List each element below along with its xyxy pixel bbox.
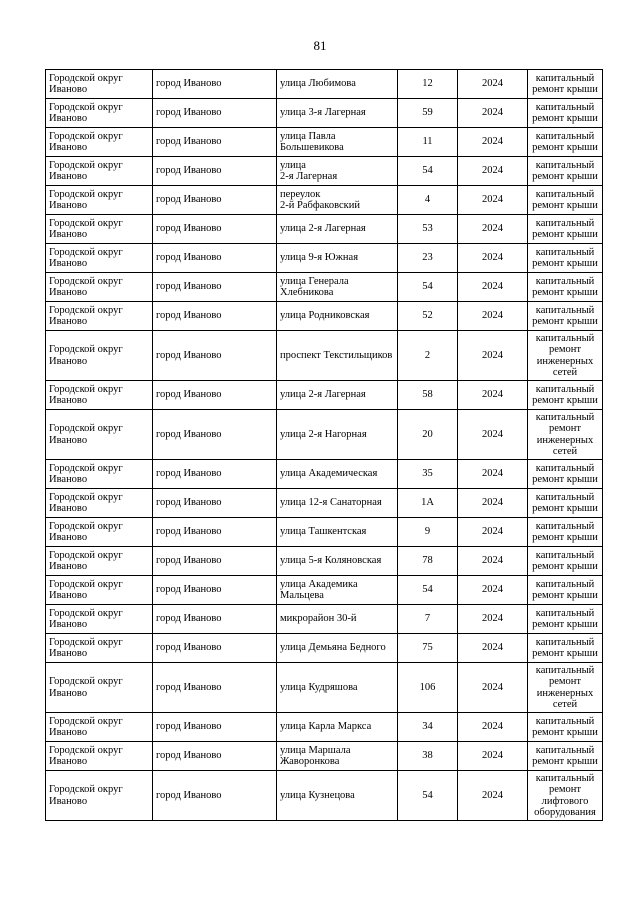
house-number-cell: 12 [398, 70, 458, 99]
work-type-cell: капитальный ремонт крыши [528, 381, 603, 410]
table-row [46, 663, 603, 713]
page-number: 81 [313, 38, 327, 53]
street-cell: улица 12-я Санаторная [277, 489, 398, 518]
settlement-cell: город Иваново [153, 634, 277, 663]
table-row [46, 157, 603, 186]
table-row [46, 605, 603, 634]
table-row [46, 215, 603, 244]
house-number-cell: 11 [398, 128, 458, 157]
settlement-cell: город Иваново [153, 99, 277, 128]
street-cell: переулок 2-й Рабфаковский [277, 186, 398, 215]
street-cell: улица Генерала Хлебникова [277, 273, 398, 302]
work-type-cell: капитальный ремонт крыши [528, 547, 603, 576]
table-row [46, 547, 603, 576]
municipal-district-cell: Городской округ Иваново [46, 99, 153, 128]
settlement-cell: город Иваново [153, 605, 277, 634]
work-type-cell: капитальный ремонт крыши [528, 460, 603, 489]
municipal-district-cell: Городской округ Иваново [46, 742, 153, 771]
house-number-cell: 58 [398, 381, 458, 410]
street-cell: улица Любимова [277, 70, 398, 99]
settlement-cell: город Иваново [153, 663, 277, 713]
work-type-cell: капитальный ремонт лифтового оборудования [528, 771, 603, 821]
table-row [46, 302, 603, 331]
settlement-cell: город Иваново [153, 489, 277, 518]
house-number-cell: 20 [398, 410, 458, 460]
municipal-district-cell: Городской округ Иваново [46, 157, 153, 186]
house-number-cell: 38 [398, 742, 458, 771]
planned-year-cell: 2024 [458, 634, 528, 663]
work-type-cell: капитальный ремонт крыши [528, 157, 603, 186]
work-type-cell: капитальный ремонт крыши [528, 215, 603, 244]
table-row [46, 489, 603, 518]
table-row [46, 186, 603, 215]
municipal-district-cell: Городской округ Иваново [46, 70, 153, 99]
municipal-district-cell: Городской округ Иваново [46, 302, 153, 331]
table-row [46, 460, 603, 489]
municipal-district-cell: Городской округ Иваново [46, 128, 153, 157]
street-cell: улица 5-я Коляновская [277, 547, 398, 576]
house-number-cell: 7 [398, 605, 458, 634]
house-number-cell: 2 [398, 331, 458, 381]
work-type-cell: капитальный ремонт крыши [528, 742, 603, 771]
planned-year-cell: 2024 [458, 663, 528, 713]
planned-year-cell: 2024 [458, 410, 528, 460]
street-cell: улица 2-я Лагерная [277, 381, 398, 410]
house-number-cell: 78 [398, 547, 458, 576]
street-cell: улица Родниковская [277, 302, 398, 331]
settlement-cell: город Иваново [153, 302, 277, 331]
planned-year-cell: 2024 [458, 215, 528, 244]
table-row [46, 128, 603, 157]
settlement-cell: город Иваново [153, 742, 277, 771]
street-cell: улица Карла Маркса [277, 713, 398, 742]
municipal-district-cell: Городской округ Иваново [46, 663, 153, 713]
municipal-district-cell: Городской округ Иваново [46, 244, 153, 273]
street-cell: улица 2-я Нагорная [277, 410, 398, 460]
street-cell: улица Демьяна Бедного [277, 634, 398, 663]
planned-year-cell: 2024 [458, 547, 528, 576]
settlement-cell: город Иваново [153, 128, 277, 157]
municipal-district-cell: Городской округ Иваново [46, 273, 153, 302]
work-type-cell: капитальный ремонт крыши [528, 634, 603, 663]
table-row [46, 713, 603, 742]
work-type-cell: капитальный ремонт крыши [528, 713, 603, 742]
table-row [46, 381, 603, 410]
street-cell: улица 2-я Лагерная [277, 157, 398, 186]
work-type-cell: капитальный ремонт инженерных сетей [528, 331, 603, 381]
street-cell: улица Кузнецова [277, 771, 398, 821]
table-row [46, 771, 603, 821]
house-number-cell: 106 [398, 663, 458, 713]
house-number-cell: 52 [398, 302, 458, 331]
work-type-cell: капитальный ремонт крыши [528, 576, 603, 605]
street-cell: улица Маршала Жаворонкова [277, 742, 398, 771]
planned-year-cell: 2024 [458, 576, 528, 605]
work-type-cell: капитальный ремонт крыши [528, 273, 603, 302]
work-type-cell: капитальный ремонт крыши [528, 518, 603, 547]
work-type-cell: капитальный ремонт крыши [528, 99, 603, 128]
planned-year-cell: 2024 [458, 713, 528, 742]
planned-year-cell: 2024 [458, 186, 528, 215]
table-row [46, 70, 603, 99]
settlement-cell: город Иваново [153, 460, 277, 489]
planned-year-cell: 2024 [458, 518, 528, 547]
work-type-cell: капитальный ремонт крыши [528, 605, 603, 634]
table-row [46, 273, 603, 302]
settlement-cell: город Иваново [153, 518, 277, 547]
table-row [46, 410, 603, 460]
planned-year-cell: 2024 [458, 273, 528, 302]
planned-year-cell: 2024 [458, 771, 528, 821]
street-cell: микрорайон 30-й [277, 605, 398, 634]
street-cell: улица Ташкентская [277, 518, 398, 547]
house-number-cell: 75 [398, 634, 458, 663]
municipal-district-cell: Городской округ Иваново [46, 713, 153, 742]
planned-year-cell: 2024 [458, 302, 528, 331]
work-type-cell: капитальный ремонт крыши [528, 186, 603, 215]
street-cell: улица Академика Мальцева [277, 576, 398, 605]
table-row [46, 518, 603, 547]
table-row [46, 331, 603, 381]
table-row [46, 576, 603, 605]
house-number-cell: 35 [398, 460, 458, 489]
work-type-cell: капитальный ремонт крыши [528, 70, 603, 99]
municipal-district-cell: Городской округ Иваново [46, 410, 153, 460]
work-type-cell: капитальный ремонт крыши [528, 302, 603, 331]
settlement-cell: город Иваново [153, 273, 277, 302]
street-cell: улица 2-я Лагерная [277, 215, 398, 244]
planned-year-cell: 2024 [458, 605, 528, 634]
house-number-cell: 54 [398, 273, 458, 302]
house-number-cell: 9 [398, 518, 458, 547]
settlement-cell: город Иваново [153, 157, 277, 186]
municipal-district-cell: Городской округ Иваново [46, 771, 153, 821]
municipal-district-cell: Городской округ Иваново [46, 547, 153, 576]
settlement-cell: город Иваново [153, 215, 277, 244]
house-number-cell: 59 [398, 99, 458, 128]
planned-year-cell: 2024 [458, 128, 528, 157]
planned-year-cell: 2024 [458, 244, 528, 273]
work-type-cell: капитальный ремонт инженерных сетей [528, 663, 603, 713]
municipal-district-cell: Городской округ Иваново [46, 186, 153, 215]
settlement-cell: город Иваново [153, 771, 277, 821]
street-cell: улица 3-я Лагерная [277, 99, 398, 128]
settlement-cell: город Иваново [153, 244, 277, 273]
work-type-cell: капитальный ремонт инженерных сетей [528, 410, 603, 460]
planned-year-cell: 2024 [458, 742, 528, 771]
street-cell: улица 9-я Южная [277, 244, 398, 273]
settlement-cell: город Иваново [153, 381, 277, 410]
repair-schedule-table [45, 69, 603, 821]
house-number-cell: 54 [398, 576, 458, 605]
planned-year-cell: 2024 [458, 157, 528, 186]
house-number-cell: 54 [398, 157, 458, 186]
work-type-cell: капитальный ремонт крыши [528, 128, 603, 157]
work-type-cell: капитальный ремонт крыши [528, 489, 603, 518]
settlement-cell: город Иваново [153, 186, 277, 215]
municipal-district-cell: Городской округ Иваново [46, 215, 153, 244]
settlement-cell: город Иваново [153, 713, 277, 742]
settlement-cell: город Иваново [153, 70, 277, 99]
house-number-cell: 23 [398, 244, 458, 273]
table-row [46, 742, 603, 771]
table-row [46, 634, 603, 663]
planned-year-cell: 2024 [458, 489, 528, 518]
settlement-cell: город Иваново [153, 331, 277, 381]
settlement-cell: город Иваново [153, 576, 277, 605]
planned-year-cell: 2024 [458, 70, 528, 99]
house-number-cell: 4 [398, 186, 458, 215]
municipal-district-cell: Городской округ Иваново [46, 381, 153, 410]
settlement-cell: город Иваново [153, 410, 277, 460]
municipal-district-cell: Городской округ Иваново [46, 576, 153, 605]
house-number-cell: 1А [398, 489, 458, 518]
municipal-district-cell: Городской округ Иваново [46, 518, 153, 547]
street-cell: улица Кудряшова [277, 663, 398, 713]
work-type-cell: капитальный ремонт крыши [528, 244, 603, 273]
planned-year-cell: 2024 [458, 331, 528, 381]
municipal-district-cell: Городской округ Иваново [46, 489, 153, 518]
planned-year-cell: 2024 [458, 460, 528, 489]
planned-year-cell: 2024 [458, 99, 528, 128]
street-cell: проспект Текстильщиков [277, 331, 398, 381]
street-cell: улица Павла Большевикова [277, 128, 398, 157]
house-number-cell: 54 [398, 771, 458, 821]
municipal-district-cell: Городской округ Иваново [46, 634, 153, 663]
table-row [46, 99, 603, 128]
table-row [46, 244, 603, 273]
municipal-district-cell: Городской округ Иваново [46, 331, 153, 381]
planned-year-cell: 2024 [458, 381, 528, 410]
settlement-cell: город Иваново [153, 547, 277, 576]
house-number-cell: 53 [398, 215, 458, 244]
street-cell: улица Академическая [277, 460, 398, 489]
municipal-district-cell: Городской округ Иваново [46, 605, 153, 634]
house-number-cell: 34 [398, 713, 458, 742]
municipal-district-cell: Городской округ Иваново [46, 460, 153, 489]
